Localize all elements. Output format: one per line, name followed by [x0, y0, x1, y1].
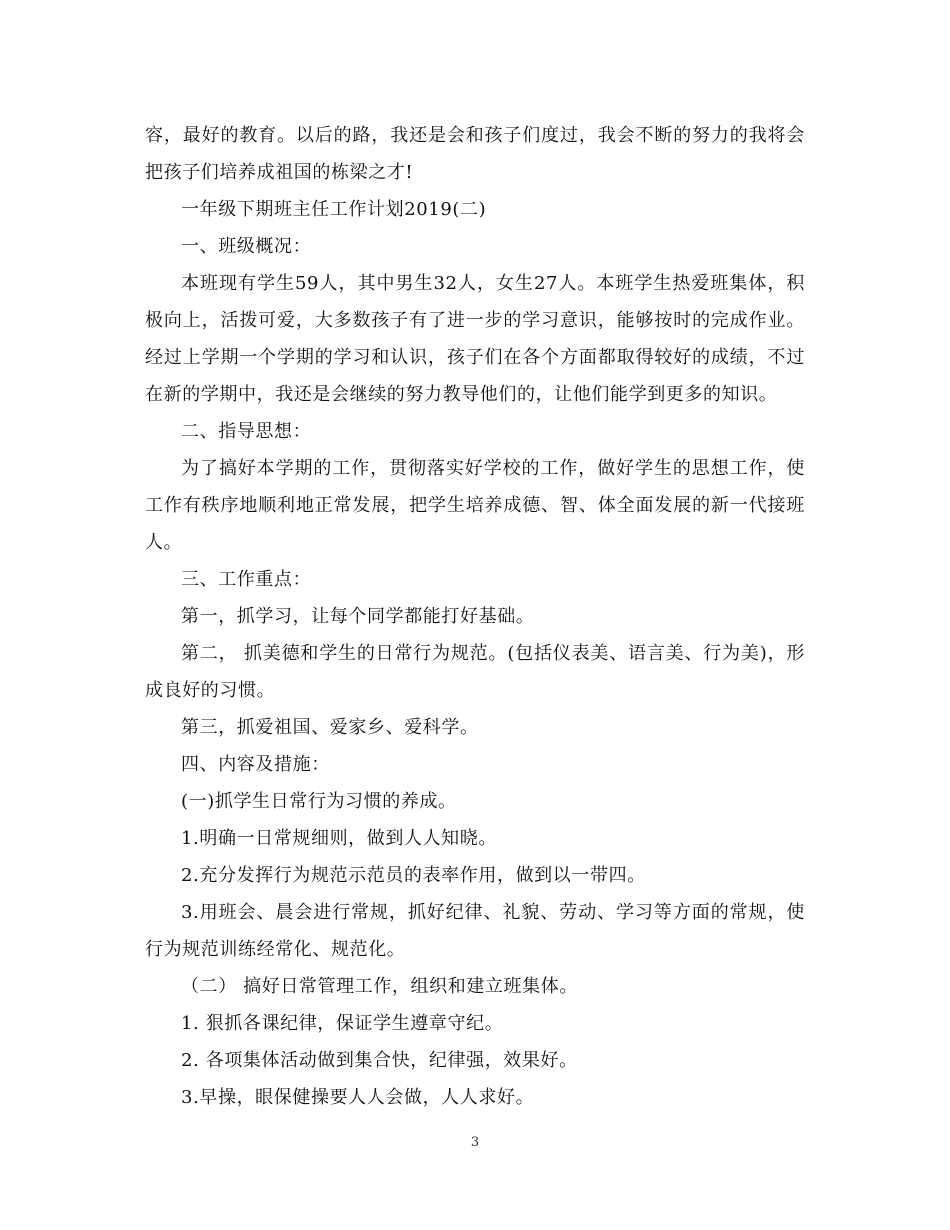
- paragraph: （二） 搞好日常管理工作，组织和建立班集体。: [181, 976, 578, 997]
- paragraph: (一)抓学生日常行为习惯的养成。: [181, 791, 457, 812]
- paragraph: 三、工作重点：: [181, 569, 312, 590]
- paragraph: 1. 狠抓各课纪律，保证学生遵章守纪。: [181, 1013, 504, 1034]
- paragraph: 四、内容及措施：: [181, 754, 330, 775]
- paragraph: 1.明确一日常规细则，做到人人知晓。: [181, 828, 497, 849]
- paragraph: 第一，抓学习，让每个同学都能打好基础。: [181, 606, 535, 627]
- paragraph: 第二， 抓美德和学生的日常行为规范。(包括仪表美、语言美、行为美)，形成良好的习惯。: [145, 643, 805, 701]
- paragraph: 本班现有学生59人，其中男生32人，女生27人。本班学生热爱班集体，积极向上，活拨可爱，大多数孩子有了进一步的学习意识，能够按时的完成作业。经过上学期一个学期的学习和认识，孩子们在各个方面都取得较好的成绩，不过在新的学期中，我还是会继续的努力教导他们的，让他们能学到更多的知识。: [145, 273, 805, 405]
- page-number: 3: [470, 1135, 480, 1150]
- paragraph: 第三，抓爱祖国、爱家乡、爱科学。: [181, 717, 479, 738]
- paragraph: 一、班级概况：: [181, 236, 312, 257]
- paragraph: 3.用班会、晨会进行常规，抓好纪律、礼貌、劳动、学习等方面的常规，使行为规范训练经常化、规范化。: [145, 902, 805, 960]
- paragraph: 一年级下期班主任工作计划2019(二): [181, 199, 487, 220]
- paragraph: 2. 各项集体活动做到集合快，纪律强，效果好。: [181, 1050, 578, 1071]
- paragraph: 3.早操，眼保健操要人人会做，人人求好。: [181, 1087, 535, 1108]
- paragraph: 为了搞好本学期的工作，贯彻落实好学校的工作，做好学生的思想工作，使工作有秩序地顺利地正常发展，把学生培养成德、智、体全面发展的新一代接班人。: [145, 458, 805, 553]
- paragraph: 二、指导思想：: [181, 421, 312, 442]
- paragraph: 容，最好的教育。以后的路，我还是会和孩子们度过，我会不断的努力的我将会把孩子们培养成祖国的栋梁之才!: [145, 125, 805, 183]
- paragraph: 2.充分发挥行为规范示范员的表率作用，做到以一带四。: [181, 865, 646, 886]
- document-body: [145, 117, 805, 1116]
